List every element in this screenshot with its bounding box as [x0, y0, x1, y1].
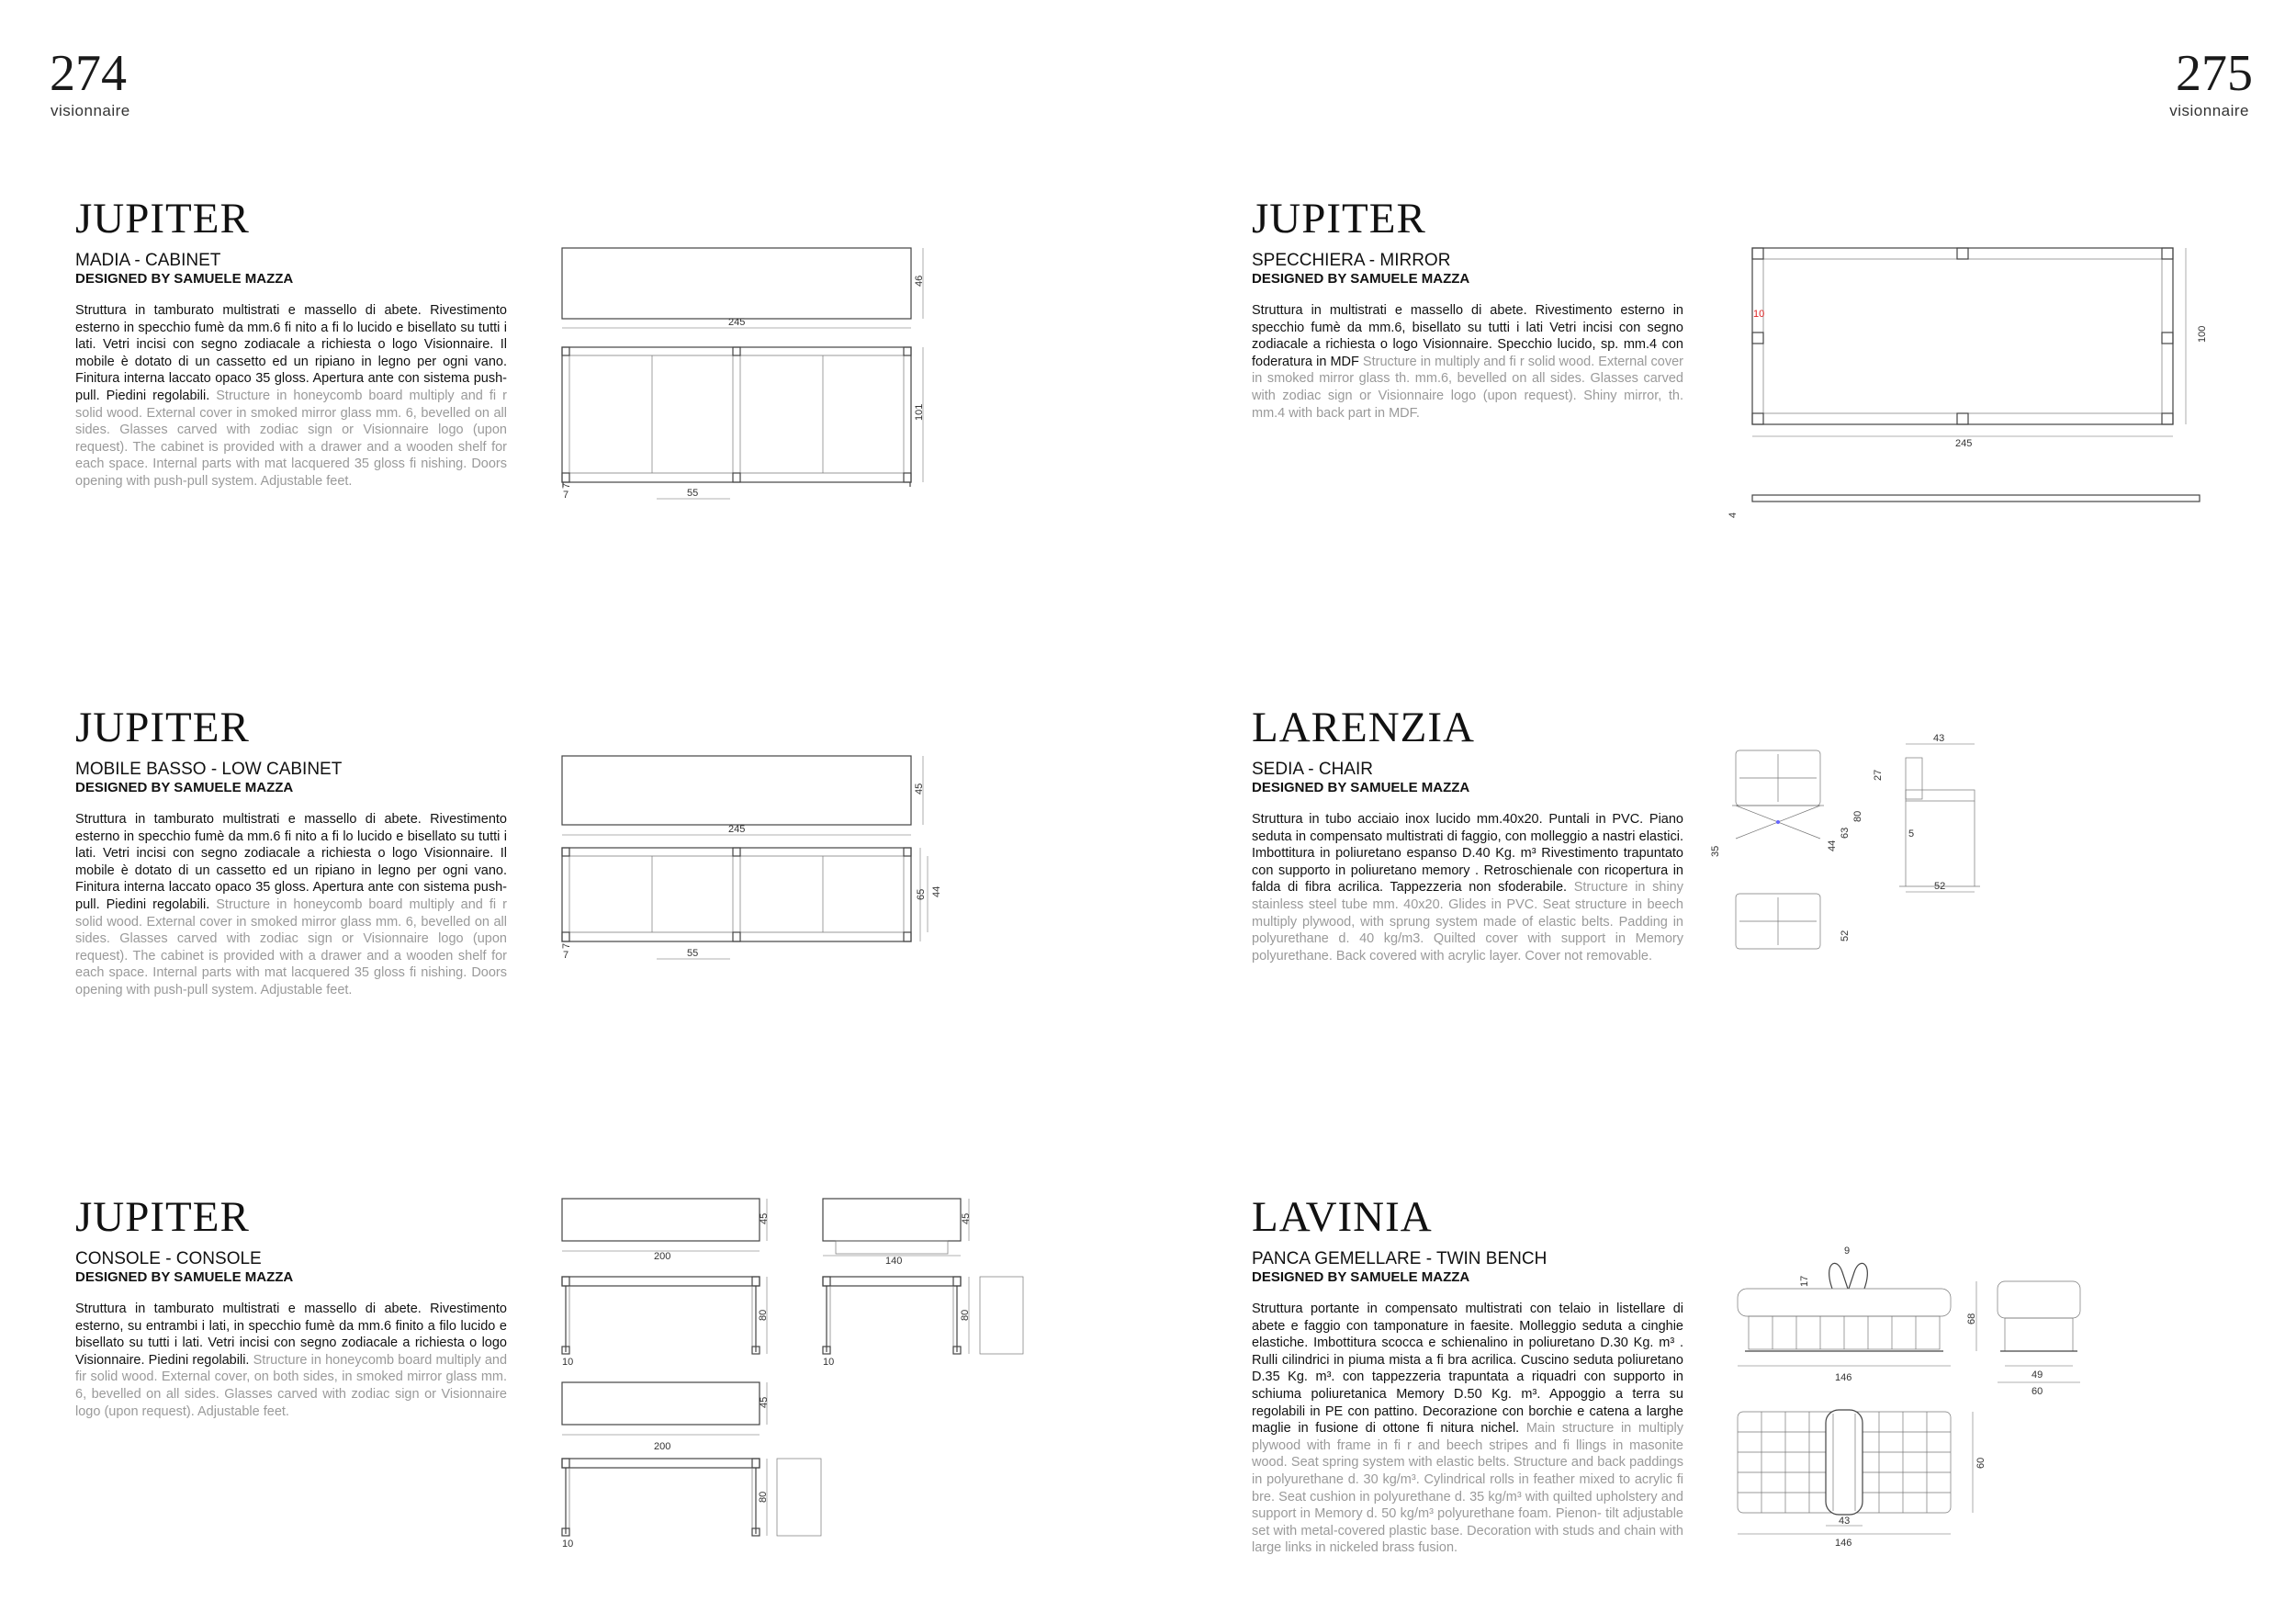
dim-80-a: 80	[758, 1309, 769, 1321]
dim-200-a: 200	[654, 1251, 671, 1262]
dim-foot-2: 7	[563, 490, 569, 501]
dim-leg: 55	[687, 488, 699, 499]
product-description	[75, 811, 507, 999]
dim-60-a: 60	[2032, 1386, 2043, 1397]
console-200b-side-view	[777, 1459, 821, 1536]
product-title: JUPITER	[1252, 195, 1426, 242]
console-140-side-view	[980, 1277, 1023, 1354]
product-subtitle: SPECCHIERA - MIRROR	[1252, 251, 1451, 270]
description-italian: Struttura in tamburato multistrati e massello di abete. Rivestimento esterno in specchio fumè da mm.6 fi nito a fi lo lucido e bisellato su tutti i lati. Vetri incisi con segno zodiacale a richiesta o logo Visionnaire. Il mobile è dotato di un cassetto ed un ripiano in legno per ogni vano. Finitura interna laccato opaco 35 gloss. Apertura ante con sistema push-pull. Piedini regolabili.	[75, 812, 507, 912]
console-drawing	[551, 1194, 1047, 1561]
product-larenzia-chair	[1252, 706, 1683, 964]
dim-63: 63	[1840, 827, 1851, 839]
dim-height-2: 44	[931, 885, 942, 897]
dim-140: 140	[885, 1256, 903, 1267]
product-subtitle: PANCA GEMELLARE - TWIN BENCH	[1252, 1249, 1548, 1268]
dim-200-b: 200	[654, 1441, 671, 1452]
console-200-front-view	[562, 1277, 760, 1286]
dim-height: 100	[2197, 325, 2208, 343]
product-title: JUPITER	[75, 704, 250, 751]
dim-width: 245	[1955, 438, 1973, 449]
dim-49: 49	[2032, 1369, 2043, 1381]
description-italian: Struttura in multistrati e massello di abete. Rivestimento esterno in specchio fumè da mm.6, bisellato su tutti i lati Vetri incisi con segno zodiacale a richiesta o logo Visionnaire. Specchio lucido, sp. mm.4 con foderatura in MDF	[1252, 303, 1683, 369]
dim-27: 27	[1873, 769, 1884, 781]
mirror-drawing	[1727, 243, 2208, 528]
dim-43: 43	[1839, 1516, 1851, 1527]
description-english: Structure in shiny stainless steel tube mm. 40x20. Glides in PVC. Seat structure in beech multiply plywood, with sprung system made of elastic belts. Padding in polyurethane d. 40 kg/m3. Quilted cover with support in Memory polyurethane. Back covered with acrylic layer. Cover not removable.	[1252, 880, 1683, 964]
dim-10-c: 10	[562, 1538, 574, 1550]
product-designer: DESIGNED BY SAMUELE MAZZA	[75, 271, 294, 287]
chair-drawing	[1699, 730, 1975, 960]
dim-17: 17	[1799, 1275, 1810, 1287]
dim-width: 245	[728, 824, 746, 835]
dim-thickness: 4	[1728, 512, 1739, 518]
product-jupiter-low-cabinet	[75, 706, 507, 999]
chair-side-view	[1906, 758, 1922, 799]
dim-68: 68	[1966, 1313, 1977, 1324]
page-number-left: 274	[50, 45, 127, 102]
dim-depth: 45	[914, 783, 925, 795]
console-200-top-view	[562, 1199, 760, 1241]
product-designer: DESIGNED BY SAMUELE MAZZA	[75, 1269, 294, 1285]
product-title: JUPITER	[75, 195, 250, 242]
description-italian: Struttura in tamburato multistrati e massello di abete. Rivestimento esterno, su entrambi i lati, in specchio fumè da mm.6 finito a filo lucido e bisellato su tutti i lati. Vetri incisi con segno zodiacale a richiesta o logo Visionnaire. Piedini regolabili.	[75, 1302, 507, 1368]
dim-52-top: 52	[1840, 930, 1851, 941]
description-italian: Struttura in tamburato multistrati e massello di abete. Rivestimento esterno in specchio fumè da mm.6 fi nito a fi lo lucido e bisellato su tutti i lati. Vetri incisi con segno zodiacale a richiesta o logo Visionnaire. Il mobile è dotato di un cassetto ed un ripiano in legno per ogni vano. Finitura interna laccato opaco 35 gloss. Apertura ante con sistema push-pull. Piedini regolabili.	[75, 303, 507, 403]
description-italian: Struttura in tubo acciaio inox lucido mm.40x20. Puntali in PVC. Piano seduta in compensato multistrati di faggio, con molleggio a nastri elastici. Imbottitura in poliuretano espanso D.40 Kg. m³ Rivestimento trapuntato con supporto in poliuretano memory . Retroschienale con ricopertura in falda di fibra acrilica. Tappezzeria non sfoderabile.	[1252, 812, 1683, 896]
dim-43: 43	[1933, 733, 1945, 744]
dim-52-side: 52	[1934, 881, 1946, 892]
bench-drawing	[1727, 1245, 2112, 1557]
product-description	[1252, 811, 1683, 964]
dim-leg: 55	[687, 948, 699, 959]
description-italian: Struttura portante in compensato multistrati con telaio in listellare di abete e faggio con tamponature in faesite. Molleggio seduta a cinghie elastiche. Imbottitura scocca e schienalino in poliuretano D.30 Kg. m³ . Rulli cilindrici in piuma mista a fi bra acrilica. Cuscino seduta poliuretano D.35 Kg. m³. con tappezzeria trapuntata a riquadri con supporto in schiuma poliuretanica Memory D.50 Kg. m³. Appoggio a terra su regolabili in PE con pattino. Decorazione con borchie e catena a larghe maglie in fusione di ottone fi nitura nichel.	[1252, 1302, 1683, 1437]
product-subtitle: MADIA - CABINET	[75, 251, 221, 270]
product-designer: DESIGNED BY SAMUELE MAZZA	[1252, 1269, 1470, 1285]
dim-foot: 7	[561, 482, 572, 489]
dim-5: 5	[1908, 828, 1915, 840]
dim-44: 44	[1827, 840, 1838, 851]
brand-left: visionnaire	[51, 102, 130, 119]
cabinet-front-view	[562, 347, 911, 482]
dim-10-b: 10	[823, 1357, 835, 1368]
mirror-front-view	[1752, 248, 2173, 424]
low-cabinet-top-view	[562, 756, 911, 825]
dim-80-c: 80	[758, 1491, 769, 1503]
dim-60-b: 60	[1975, 1457, 1986, 1469]
dim-45-a: 45	[759, 1212, 770, 1224]
dim-146-a: 146	[1835, 1372, 1852, 1383]
product-jupiter-console	[75, 1193, 508, 1420]
description-english: Structure in honeycomb board multiply and fir solid wood. External cover, on both sides, in smoked mirror glass mm. 6, bevelled on all sides. Glasses carved with zodiac sign or Visionnaire logo (upon request). Adjustable feet.	[75, 1352, 508, 1419]
product-lavinia-bench	[1252, 1193, 1684, 1557]
dim-depth: 46	[914, 275, 925, 287]
dim-height: 101	[914, 403, 925, 421]
product-description	[1252, 1301, 1683, 1557]
bench-side-view	[1998, 1281, 2080, 1318]
product-designer: DESIGNED BY SAMUELE MAZZA	[1252, 271, 1470, 287]
product-description	[75, 1301, 507, 1420]
low-cabinet-front-view	[562, 848, 911, 941]
low-cabinet-drawing	[551, 749, 942, 969]
dim-80: 80	[1852, 810, 1863, 822]
product-jupiter-cabinet	[75, 197, 507, 490]
dim-width: 245	[728, 317, 746, 328]
dim-35: 35	[1710, 845, 1721, 857]
dim-foot: 7	[561, 942, 572, 949]
console-140-front-view	[823, 1277, 961, 1286]
console-140-top-view	[823, 1199, 961, 1241]
description-english: Structure in honeycomb board multiply and fi r solid wood. External cover in smoked mirror glass mm. 6, bevelled on all sides. Glasses carved with zodiac sign or Visionnaire logo (upon request). The cabinet is provided with a drawer and a wooden shelf for each space. Internal parts with mat lacquered 35 gloss fi nishing. Doors opening with push-pull system. Adjustable feet.	[75, 388, 507, 489]
product-subtitle: SEDIA - CHAIR	[1252, 760, 1373, 779]
dim-frame: 10	[1753, 309, 1765, 320]
product-title: JUPITER	[75, 1193, 250, 1241]
product-designer: DESIGNED BY SAMUELE MAZZA	[75, 780, 294, 795]
dim-80-b: 80	[960, 1309, 971, 1321]
description-english: Structure in honeycomb board multiply and fi r solid wood. External cover in smoked mirror glass mm. 6, bevelled on all sides. Glasses carved with zodiac sign or Visionnaire logo (upon request). The cabinet is provided with a drawer and a wooden shelf for each space. Internal parts with mat lacquered 35 gloss fi nishing. Doors opening with push-pull system. Adjustable feet.	[75, 896, 507, 997]
bench-front-view	[1738, 1289, 1951, 1316]
dim-height: 65	[916, 888, 927, 900]
dim-foot-2: 7	[563, 950, 569, 961]
mirror-side-view	[1752, 495, 2200, 502]
product-description	[1252, 302, 1683, 422]
product-designer: DESIGNED BY SAMUELE MAZZA	[1252, 780, 1470, 795]
product-title: LAVINIA	[1252, 1193, 1433, 1241]
description-english: Structure in multiply and fi r solid wood. External cover in smoked mirror glass th. mm.6, bevelled on all sides. Glasses carved with zodiac sign or Visionnaire logo (upon request). Shiny mirror, th. mm.4 with back part in MDF.	[1252, 354, 1683, 421]
page-number-right: 275	[2176, 45, 2253, 102]
product-subtitle: MOBILE BASSO - LOW CABINET	[75, 760, 343, 779]
product-subtitle: CONSOLE - CONSOLE	[75, 1249, 262, 1268]
dim-146-b: 146	[1835, 1538, 1852, 1549]
cabinet-top-view	[562, 248, 911, 319]
product-description	[75, 302, 507, 490]
dim-9: 9	[1844, 1245, 1851, 1257]
console-200b-top-view	[562, 1382, 760, 1425]
cabinet-drawing	[551, 239, 937, 514]
description-english: Main structure in multiply plywood with frame in fi r and beech stripes and fi llings in masonite wood. Seat spring system with elastic belts. Structure and back paddings in polyurethane d. 30 kg/m³. Cylindrical rolls in feather mixed to acrylic fi bre. Seat cushion in polyurethane d. 35 kg/m³ with quilted upholstery and support in Memory d. 50 kg/m³ polyurethane foam. Pienon- tilt adjustable set with metal-covered plastic base. Decoration with studs and chain with large links in nickeled brass fusion.	[1252, 1421, 1684, 1556]
dim-45-b: 45	[961, 1212, 972, 1224]
product-jupiter-mirror	[1252, 197, 1683, 422]
product-title: LARENZIA	[1252, 704, 1475, 751]
console-200b-front-view	[562, 1459, 760, 1468]
brand-right: visionnaire	[2169, 102, 2249, 119]
dim-45-c: 45	[759, 1396, 770, 1408]
dim-10-a: 10	[562, 1357, 574, 1368]
